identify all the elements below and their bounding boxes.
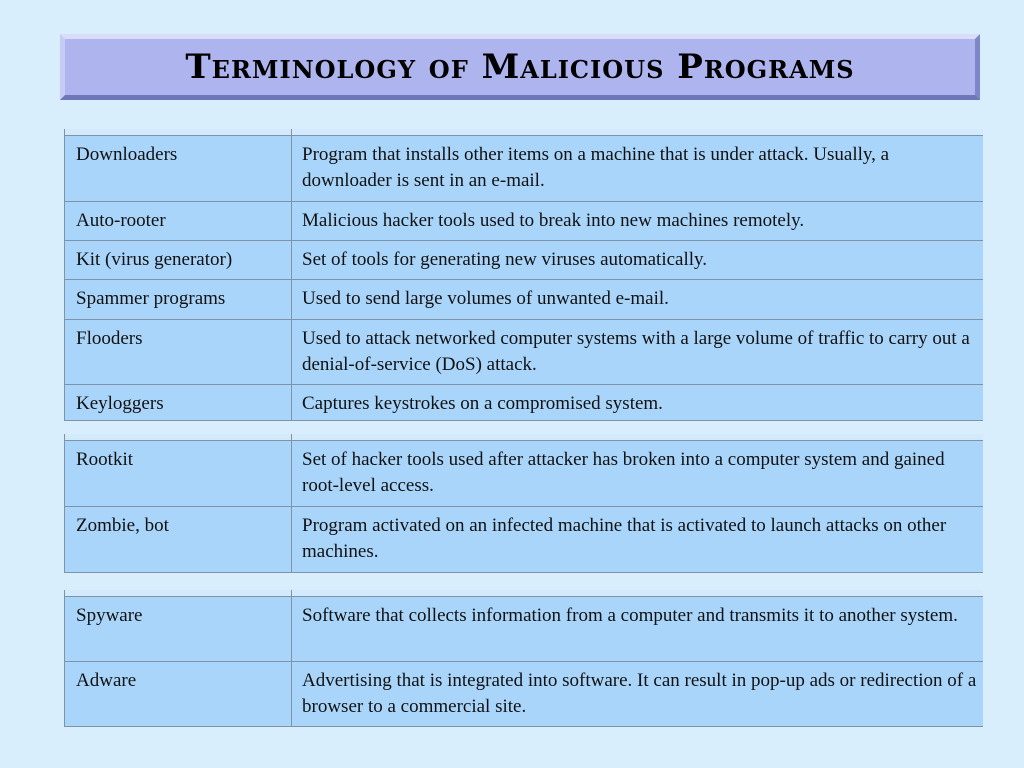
description-cell: Set of tools for generating new viruses automatically. [292, 240, 983, 279]
table-row [65, 240, 983, 279]
table-row [65, 135, 983, 201]
table-row [65, 201, 983, 240]
description-cell: Used to send large volumes of unwanted e-mail. [292, 279, 983, 319]
table-row [65, 440, 983, 506]
term-cell: Zombie, bot [65, 506, 292, 572]
table-row [65, 661, 983, 726]
terminology-table-3 [64, 590, 983, 727]
table-row [65, 279, 983, 319]
description-cell: Captures keystrokes on a compromised system. [292, 384, 983, 420]
slide-title: Terminology of Malicious Programs [185, 47, 855, 87]
terminology-table-2 [64, 434, 983, 573]
table-row [65, 319, 983, 384]
table-row [65, 596, 983, 661]
term-cell: Spammer programs [65, 279, 292, 319]
description-cell: Malicious hacker tools used to break into new machines remotely. [292, 201, 983, 240]
terminology-table-1 [64, 129, 983, 421]
table-row [65, 506, 983, 572]
term-cell: Keyloggers [65, 384, 292, 420]
description-cell: Program that installs other items on a machine that is under attack. Usually, a downloader is sent in an e-mail. [292, 135, 983, 201]
term-cell: Auto-rooter [65, 201, 292, 240]
slide-title-box [60, 34, 980, 100]
description-cell: Advertising that is integrated into software. It can result in pop-up ads or redirection of a browser to a commercial site. [292, 661, 983, 726]
term-cell: Flooders [65, 319, 292, 384]
description-cell: Used to attack networked computer systems with a large volume of traffic to carry out a denial-of-service (DoS) attack. [292, 319, 983, 384]
description-cell: Set of hacker tools used after attacker has broken into a computer system and gained root-level access. [292, 440, 983, 506]
description-cell: Software that collects information from a computer and transmits it to another system. [292, 596, 983, 661]
term-cell: Spyware [65, 596, 292, 661]
term-cell: Downloaders [65, 135, 292, 201]
term-cell: Kit (virus generator) [65, 240, 292, 279]
term-cell: Rootkit [65, 440, 292, 506]
description-cell: Program activated on an infected machine that is activated to launch attacks on other machines. [292, 506, 983, 572]
table-row [65, 384, 983, 420]
term-cell: Adware [65, 661, 292, 726]
